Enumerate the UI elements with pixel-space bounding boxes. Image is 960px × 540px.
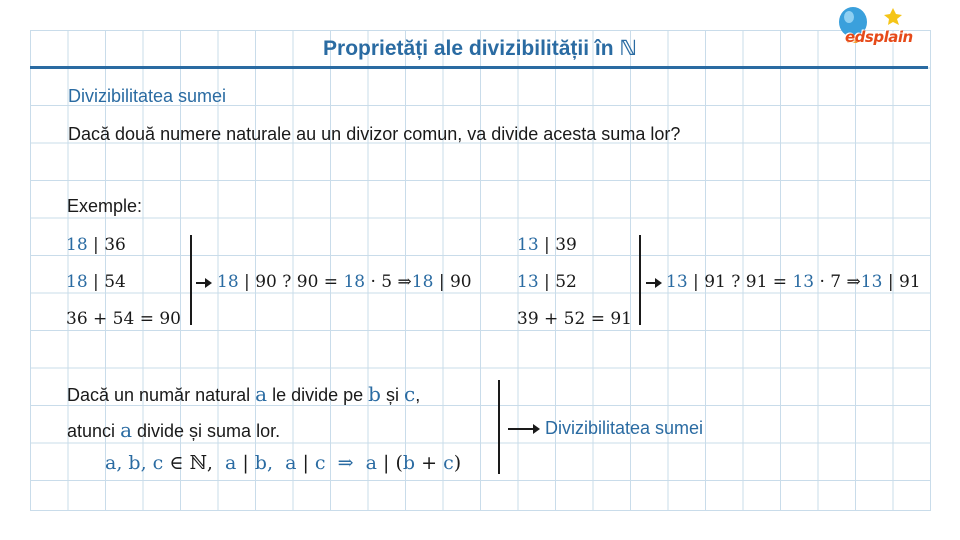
example1-line2: 18 | 54 <box>66 272 126 292</box>
example2-arrow <box>646 282 660 284</box>
rule-formula: a, b, c ∈ ℕ, a | b, a | c ⇒ a | (b + c) <box>105 452 462 474</box>
title-underline <box>30 66 928 69</box>
example1-result: 18 | 90 ? 90 = 18 · 5 ⇒18 | 90 <box>217 272 472 292</box>
example2-bracket <box>639 235 641 325</box>
example2-line3: 39 + 52 = 91 <box>517 309 632 329</box>
rule-bracket <box>498 380 500 474</box>
logo-text: edsplain <box>845 28 913 46</box>
example2-line1: 13 | 39 <box>517 235 577 255</box>
section-subtitle: Divizibilitatea sumei <box>68 86 227 106</box>
example1-line3: 36 + 54 = 90 <box>66 309 181 329</box>
edsplain-logo <box>833 4 933 50</box>
rule-conclusion: Divizibilitatea sumei <box>545 418 704 438</box>
rule-arrow <box>508 428 538 430</box>
example2-result: 13 | 91 ? 91 = 13 · 7 ⇒13 | 91 <box>666 272 921 292</box>
rule-line2: atunci a divide și suma lor. <box>67 418 281 442</box>
example1-arrow <box>196 282 210 284</box>
example2-line2: 13 | 52 <box>517 272 577 292</box>
examples-label: Exemple: <box>67 196 143 216</box>
example1-line1: 18 | 36 <box>66 235 126 255</box>
section-question: Dacă două numere naturale au un divizor comun, va divide acesta suma lor? <box>68 124 681 144</box>
example1-bracket <box>190 235 192 325</box>
page-title: Proprietăți ale divizibilității în ℕ <box>323 37 637 60</box>
rule-line1: Dacă un număr natural a le divide pe b și c, <box>67 382 421 406</box>
